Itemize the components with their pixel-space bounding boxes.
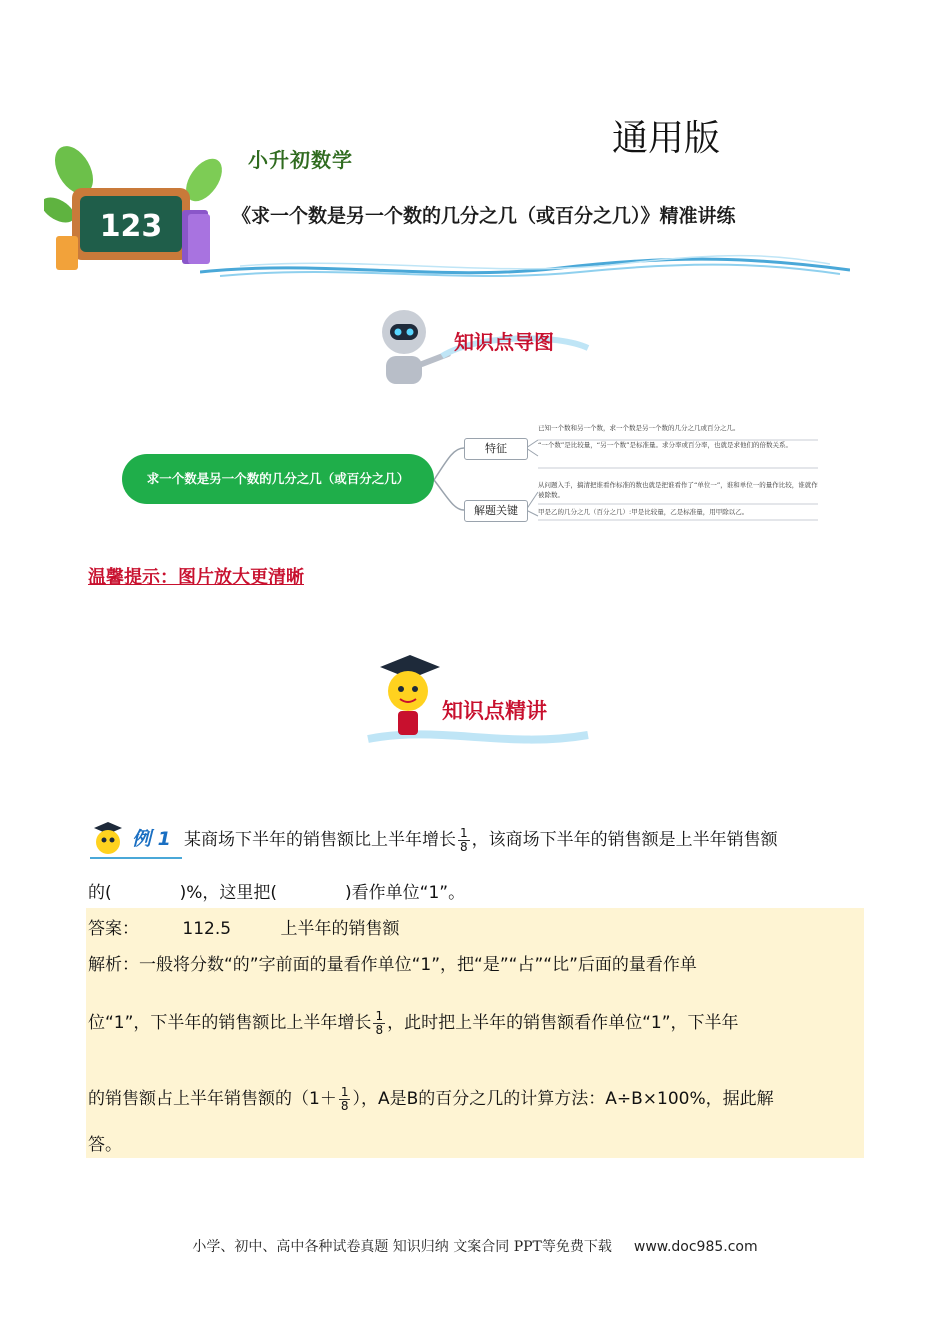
answer-value-2: 上半年的销售额 — [280, 919, 400, 939]
answer-value-1: 112.5 — [182, 919, 232, 939]
mindmap-section-label: 知识点导图 — [454, 330, 554, 354]
footer-link[interactable]: www.doc985.com — [633, 1239, 758, 1255]
mind-map — [118, 418, 828, 528]
example-label: 例 1 — [132, 828, 171, 850]
mindmap-note: 从问题入手，搞清把谁看作标准的数也就是把谁看作了“单位一”，谁和单位一的量作比较，谁就作被除数。 — [538, 481, 818, 499]
fraction-denominator: 8 — [375, 1022, 384, 1037]
board-number: 123 — [99, 209, 163, 244]
answer-label: 答案： — [88, 919, 139, 939]
answer-box — [86, 908, 864, 1158]
fraction-numerator: 1 — [375, 1008, 384, 1023]
analysis-text: 位“1”，下半年的销售额比上半年增长 — [88, 1013, 372, 1033]
example-badge — [90, 818, 182, 860]
fraction — [339, 1086, 351, 1113]
answer-line — [88, 914, 399, 939]
fraction-numerator: 1 — [340, 1084, 349, 1099]
analysis-line-3 — [88, 1084, 774, 1113]
analysis-line-2 — [88, 1008, 739, 1037]
mindmap-branch-features: 特征 — [464, 438, 528, 460]
explain-section-label: 知识点精讲 — [442, 699, 547, 723]
footer-text: 小学、初中、高中各种试卷真题 知识归纳 文案合同 PPT等免费下载 — [192, 1239, 612, 1255]
question-line-1 — [184, 825, 778, 854]
zoom-tip: 温馨提示：图片放大更清晰 — [88, 567, 304, 588]
question-line-2: 的( )%，这里把( )看作单位“1”。 — [88, 883, 466, 903]
analysis-line-4: 答。 — [88, 1135, 122, 1155]
decorative-wave — [200, 254, 850, 284]
lesson-title: 《求一个数是另一个数的几分之几（或百分之几）》精准讲练 — [232, 205, 736, 227]
analysis-text: 的销售额占上半年销售额的（1＋ — [88, 1089, 337, 1109]
fraction — [373, 1010, 385, 1037]
edition-label: 通用版 — [612, 118, 721, 159]
question-text: ，该商场下半年的销售额是上半年销售额 — [471, 830, 778, 850]
fraction — [458, 827, 470, 854]
mindmap-note: “一个数”是比较量，“另一个数”是标准量。求分率或百分率，也就是求他们的倍数关系。 — [538, 441, 792, 449]
mindmap-note: 已知一个数和另一个数，求一个数是另一个数的几分之几或百分之几。 — [538, 424, 740, 432]
analysis-text: ），A是B的百分之几的计算方法：A÷B×100%，据此解 — [352, 1089, 774, 1109]
fraction-denominator: 8 — [460, 839, 468, 854]
question-text: 某商场下半年的销售额比上半年增长 — [184, 830, 456, 850]
mindmap-root-node: 求一个数是另一个数的几分之几（或百分之几） — [122, 454, 434, 504]
subject-heading: 小升初数学 — [248, 148, 353, 172]
mindmap-branch-keypoints: 解题关键 — [464, 500, 528, 522]
mindmap-note: 甲是乙的几分之几（百分之几）:甲是比较量，乙是标准量，用甲除以乙。 — [538, 508, 749, 516]
section-explain-header — [358, 645, 590, 753]
fraction-numerator: 1 — [460, 825, 468, 840]
section-mindmap-header — [378, 304, 598, 386]
analysis-line-1: 解析：一般将分数“的”字前面的量看作单位“1”，把“是”“占”“比”后面的量看作单 — [88, 955, 697, 975]
analysis-text: ，此时把上半年的销售额看作单位“1”，下半年 — [387, 1013, 739, 1033]
page-footer — [0, 1236, 950, 1256]
fraction-denominator: 8 — [340, 1098, 349, 1113]
